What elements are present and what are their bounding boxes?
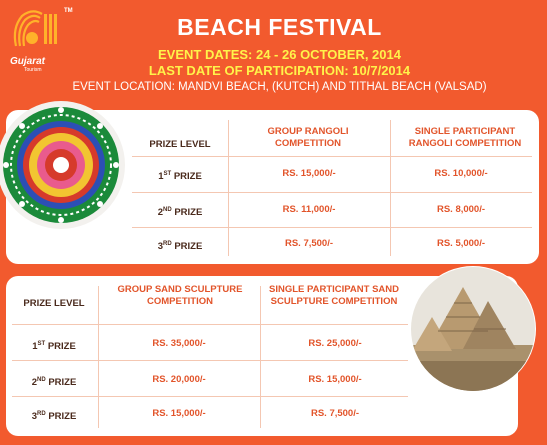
rangoli-row-1-level: 1ST PRIZE [158,171,202,182]
rangoli-row-2-level: 2ND PRIZE [157,207,203,218]
last-date: LAST DATE OF PARTICIPATION: 10/7/2014 [148,63,411,78]
rangoli-image [0,100,130,230]
sand-row-1-single: RS. 25,000/- [308,338,362,349]
sand-sculpture-image [408,265,538,393]
sand-row-1-group: RS. 35,000/- [152,338,206,349]
sand-row-3-single: RS. 7,500/- [310,408,360,419]
rangoli-row-3-single: RS. 5,000/- [436,238,486,249]
festival-header [0,14,547,95]
sand-row-2-single: RS. 15,000/- [308,374,362,385]
rangoli-row-1-group: RS. 15,000/- [282,168,336,179]
sand-row-3-group: RS. 15,000/- [152,408,206,419]
rangoli-row-2-single: RS. 8,000/- [436,204,486,215]
logo-subtitle: Tourism [24,67,42,73]
page-title: BEACH FESTIVAL [177,14,382,40]
rangoli-header-prize-level: PRIZE LEVEL [149,139,211,150]
rangoli-row-1-single: RS. 10,000/- [434,168,488,179]
event-dates: EVENT DATES: 24 - 26 OCTOBER, 2014 [158,47,401,62]
rangoli-header-single: SINGLE PARTICIPANT RANGOLI COMPETITION [408,126,522,149]
sand-row-2-group: RS. 20,000/- [152,374,206,385]
rangoli-row-2-group: RS. 11,000/- [282,204,336,215]
rangoli-row-3-level: 3RD PRIZE [157,241,203,252]
sand-header-prize-level: PRIZE LEVEL [23,298,85,309]
sand-header-group: GROUP SAND SCULPTURE COMPETITION [117,284,243,307]
sand-header-single: SINGLE PARTICIPANT SAND SCULPTURE COMPETITION [268,284,399,307]
logo-wordmark: Gujarat [10,56,46,67]
sand-row-3-level: 3RD PRIZE [31,411,77,422]
trademark-label: TM [64,8,73,14]
sand-row-1-level: 1ST PRIZE [32,341,76,352]
event-location: EVENT LOCATION: MANDVI BEACH, (KUTCH) AND TITHAL BEACH (VALSAD) [72,81,487,93]
rangoli-row-3-group: RS. 7,500/- [284,238,334,249]
sand-row-2-level: 2ND PRIZE [31,377,77,388]
rangoli-header-group: GROUP RANGOLI COMPETITION [267,126,349,149]
